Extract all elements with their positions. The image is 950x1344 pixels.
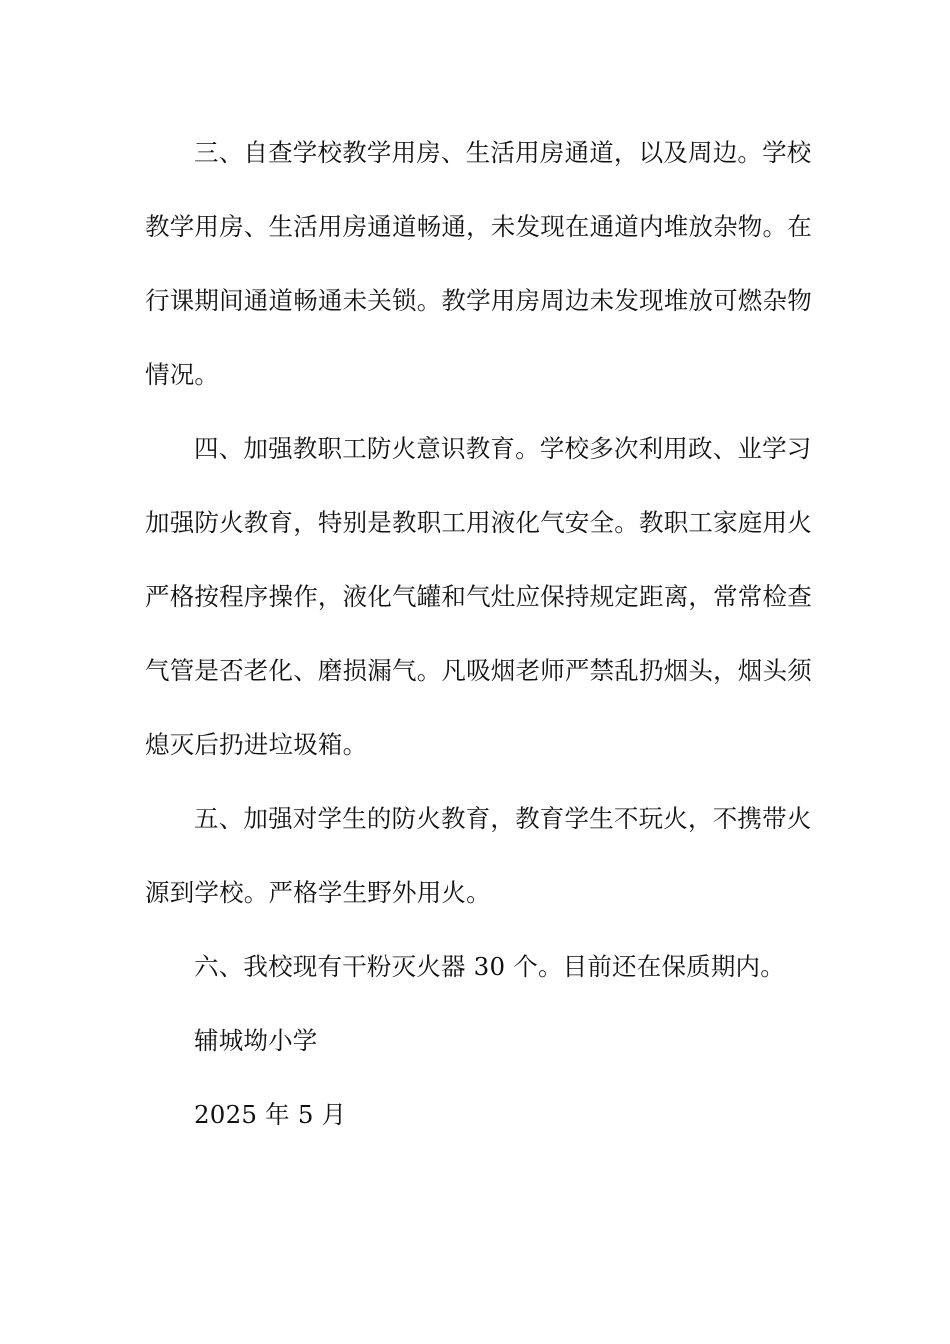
document-date: 2025 年 5 月 — [194, 1100, 347, 1129]
paragraph-student-fire-education — [145, 782, 812, 930]
text-line: 气管是否老化、磨损漏气。凡吸烟老师严禁乱扔烟头，烟头须 — [145, 656, 812, 685]
text-line: 行课期间通道畅通未关锁。教学用房周边未发现堆放可燃杂物 — [145, 286, 812, 315]
text-line: 源到学校。严格学生野外用火。 — [145, 878, 491, 907]
text-line: 六、我校现有干粉灭火器 30 个。目前还在保质期内。 — [194, 952, 785, 981]
paragraph-inspection-passages — [145, 116, 812, 412]
text-line: 教学用房、生活用房通道畅通，未发现在通道内堆放杂物。在 — [145, 212, 812, 241]
text-line: 加强防火教育，特别是教职工用液化气安全。教职工家庭用火 — [145, 508, 812, 537]
paragraph-fire-extinguishers — [145, 930, 805, 1004]
text-line: 严格按程序操作，液化气罐和气灶应保持规定距离，常常检查 — [145, 582, 812, 611]
document-body — [145, 116, 812, 1152]
text-line: 三、自查学校教学用房、生活用房通道，以及周边。学校 — [194, 138, 812, 167]
text-line: 情况。 — [145, 360, 220, 389]
signature-block — [145, 1004, 805, 1152]
paragraph-staff-fire-education — [145, 412, 812, 782]
school-name: 辅城坳小学 — [194, 1026, 318, 1055]
text-line: 四、加强教职工防火意识教育。学校多次利用政、业学习 — [194, 434, 812, 463]
text-line: 熄灭后扔进垃圾箱。 — [145, 730, 368, 759]
text-line: 五、加强对学生的防火教育，教育学生不玩火，不携带火 — [194, 804, 812, 833]
